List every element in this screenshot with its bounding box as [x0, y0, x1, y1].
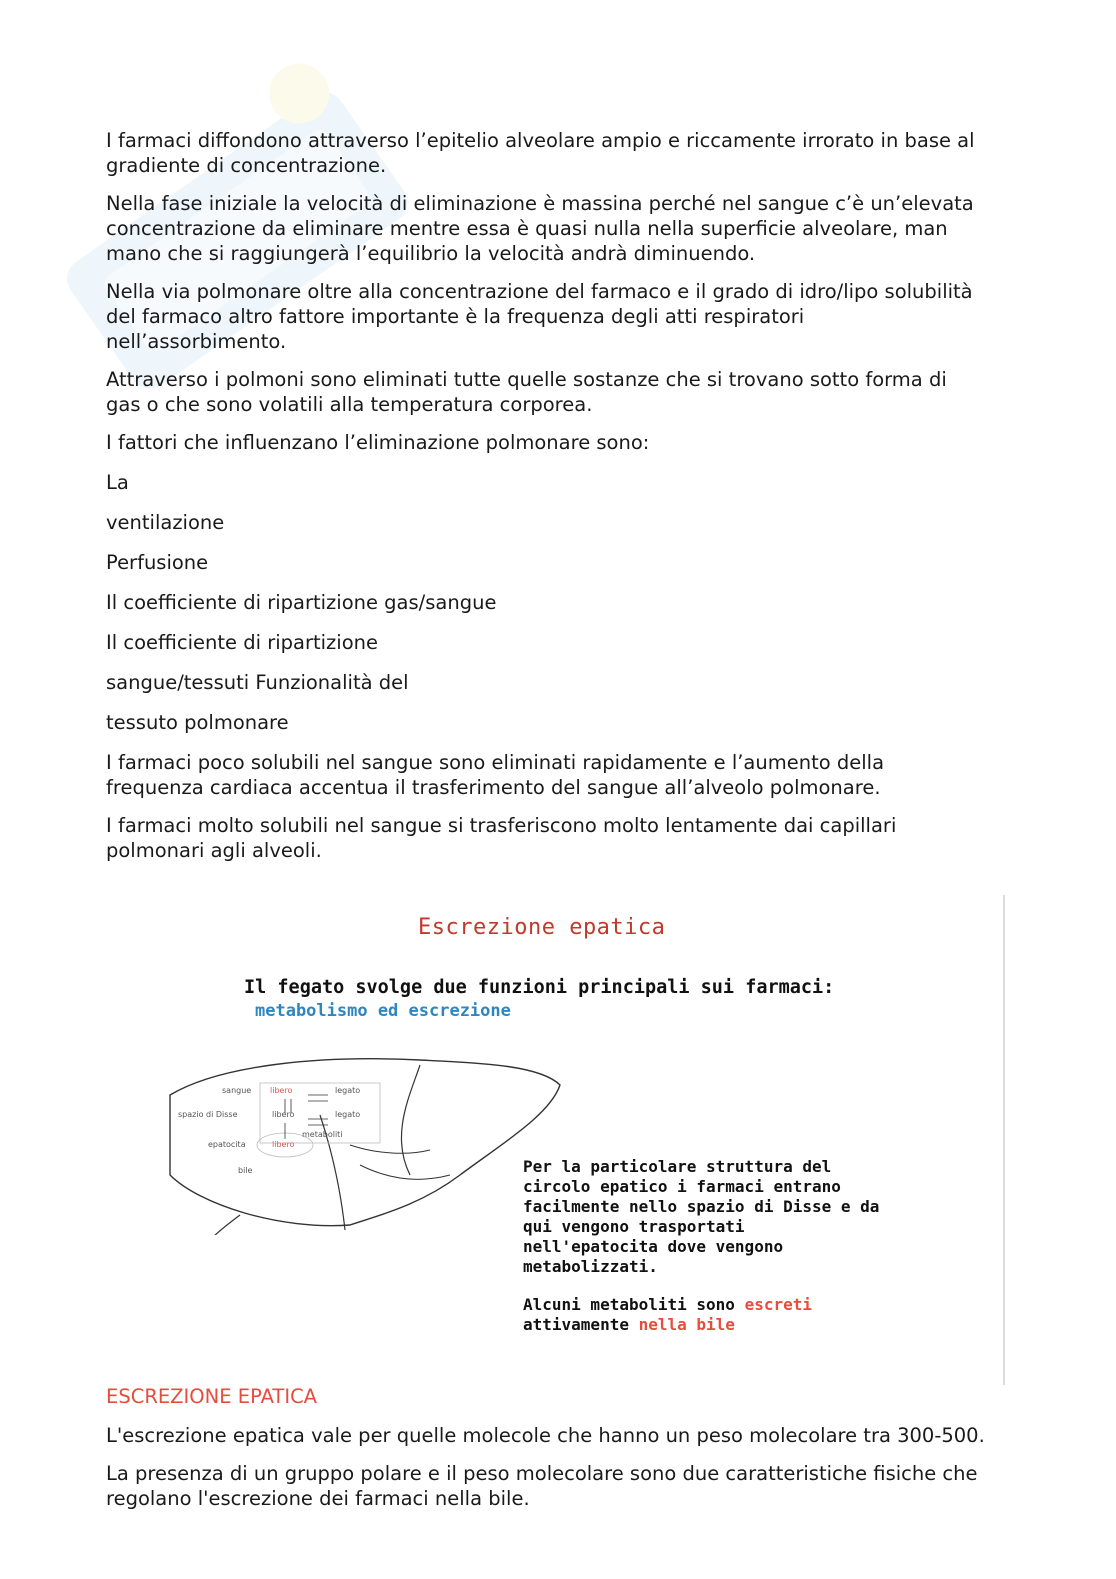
liver-figure	[160, 895, 1010, 1385]
factor-item: Perfusione	[106, 551, 209, 574]
factor-item: Il coefficiente di ripartizione	[106, 631, 378, 654]
section-escrezione-epatica	[106, 1384, 986, 1524]
main-text	[106, 128, 986, 876]
paragraph: Nella fase iniziale la velocità di eliminazione è massina perché nel sangue c’è un’elevata concentrazione da eliminare mentre essa è quasi nulla nella superficie alveolare, man mano che si raggiungerà l’equilibrio la velocità andrà diminuendo.	[106, 192, 974, 265]
label-spazio-disse: spazio di Disse	[178, 1110, 238, 1119]
factor-item: Il coefficiente di ripartizione gas/sangue	[106, 591, 497, 614]
figure-note	[523, 1295, 883, 1335]
paragraph: I farmaci diffondono attraverso l’epitelio alveolare ampio e riccamente irrorato in base al gradiente di concentrazione.	[106, 129, 975, 177]
note-part: Alcuni metaboliti sono	[523, 1295, 745, 1314]
factor-item: ventilazione	[106, 511, 225, 534]
paragraph: Attraverso i polmoni sono eliminati tutte quelle sostanze che si trovano sotto forma di gas o che sono volatili alla temperatura corporea.	[106, 368, 947, 416]
label-libero: libero	[272, 1110, 295, 1119]
label-sangue: sangue	[222, 1086, 252, 1095]
label-legato: legato	[335, 1086, 361, 1095]
label-epatocita: epatocita	[208, 1140, 246, 1149]
figure-title: Escrezione epatica	[418, 915, 666, 940]
factor-item: tessuto polmonare	[106, 711, 289, 734]
paragraph: I farmaci molto solubili nel sangue si trasferiscono molto lentamente dai capillari polmonari agli alveoli.	[106, 814, 897, 862]
paragraph: L'escrezione epatica vale per quelle molecole che hanno un peso molecolare tra 300-500.	[106, 1424, 985, 1447]
label-metaboliti: metaboliti	[302, 1130, 343, 1139]
liver-diagram	[160, 1055, 580, 1235]
factor-item: sangue/tessuti Funzionalità del	[106, 671, 409, 694]
section-title: ESCREZIONE EPATICA	[106, 1385, 318, 1408]
note-highlight: escreti	[744, 1295, 812, 1314]
paragraph: I fattori che influenzano l’eliminazione polmonare sono:	[106, 431, 650, 454]
paragraph: La presenza di un gruppo polare e il peso molecolare sono due caratteristiche fisiche che regolano l'escrezione dei farmaci nella bile.	[106, 1462, 978, 1510]
figure-border	[1003, 895, 1005, 1385]
paragraph: I farmaci poco solubili nel sangue sono eliminati rapidamente e l’aumento della frequenza cardiaca accentua il trasferimento del sangue all’alveolo polmonare.	[106, 751, 885, 799]
figure-subheading: metabolismo ed escrezione	[255, 1001, 511, 1021]
note-part: attivamente	[523, 1315, 639, 1334]
label-legato: legato	[335, 1110, 361, 1119]
factor-item: La	[106, 471, 129, 494]
figure-description: Per la particolare struttura del circolo epatico i farmaci entrano facilmente nello spazio di Disse e da qui vengono trasportati nell'epatocita dove vengono metabolizzati.	[523, 1157, 880, 1276]
label-libero: libero	[272, 1140, 295, 1149]
paragraph: Nella via polmonare oltre alla concentrazione del farmaco e il grado di idro/lipo solubilità del farmaco altro fattore importante è la frequenza degli atti respiratori nell’assorbimento.	[106, 280, 973, 353]
figure-heading: Il fegato svolge due funzioni principali sui farmaci:	[244, 977, 835, 998]
label-bile: bile	[238, 1166, 253, 1175]
label-libero: libero	[270, 1086, 293, 1095]
note-highlight: nella bile	[638, 1315, 735, 1334]
